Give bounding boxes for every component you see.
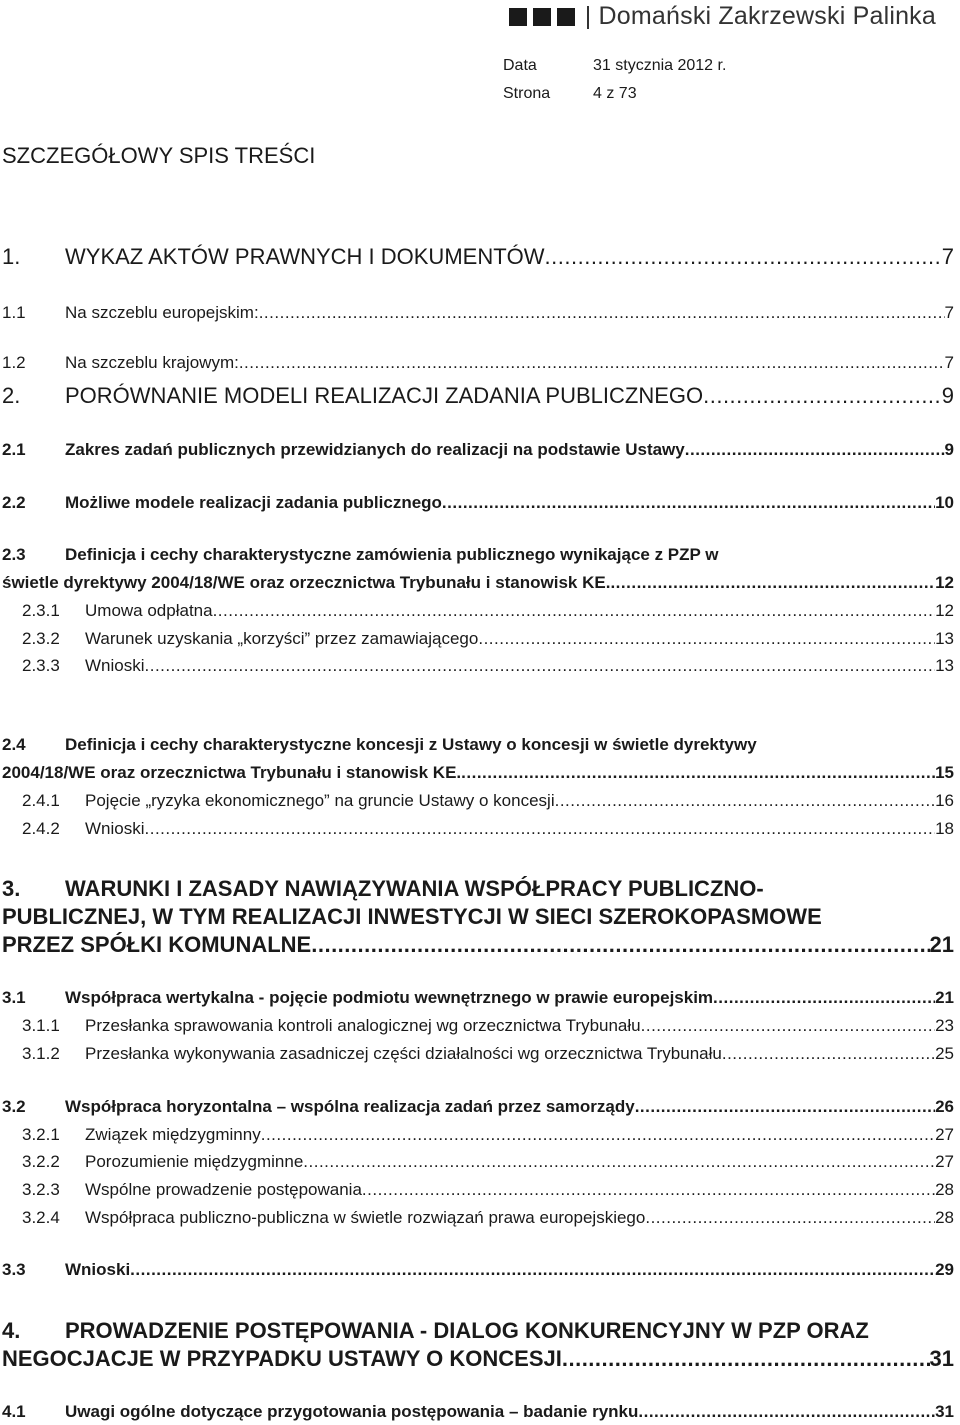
toc-page: 28 xyxy=(935,1208,954,1227)
toc-entry-3-2-4[interactable] xyxy=(22,1208,954,1228)
toc-entry-3-2-1[interactable] xyxy=(22,1125,954,1145)
toc-entry-3-1[interactable] xyxy=(2,988,954,1008)
date-value: 31 stycznia 2012 r. xyxy=(593,57,727,74)
toc-number: 2.3.3 xyxy=(22,656,60,675)
toc-leader xyxy=(145,656,936,676)
toc-leader xyxy=(645,1208,935,1228)
toc-entry-3-1-2[interactable] xyxy=(22,1044,954,1064)
toc-page: 18 xyxy=(935,819,954,838)
toc-entry-3-line1[interactable] xyxy=(2,876,764,902)
toc-entry-2-2[interactable] xyxy=(2,493,954,513)
toc-page: 7 xyxy=(941,244,954,269)
toc-number: 3.2 xyxy=(2,1097,26,1116)
toc-number: 2.4.2 xyxy=(22,819,60,838)
toc-entry-1[interactable] xyxy=(2,244,954,270)
toc-entry-1-1[interactable] xyxy=(2,303,954,323)
page-value: 4 z 73 xyxy=(593,85,637,102)
toc-number: 4.1 xyxy=(2,1402,26,1421)
toc-page: 28 xyxy=(935,1180,954,1199)
toc-title: NEGOCJACJE W PRZYPADKU USTAWY O KONCESJI xyxy=(2,1346,562,1371)
toc-title: Wspólne prowadzenie postępowania xyxy=(85,1180,362,1199)
toc-entry-4-1[interactable] xyxy=(2,1402,954,1422)
toc-number: 2.4 xyxy=(2,735,26,754)
toc-leader xyxy=(213,601,936,621)
logo-square-icon xyxy=(509,8,527,26)
toc-page: 12 xyxy=(935,573,954,592)
toc-title: Porozumienie międzygminne xyxy=(85,1152,304,1171)
toc-entry-4-line1[interactable] xyxy=(2,1318,869,1344)
toc-leader xyxy=(638,1402,935,1422)
toc-title: PROWADZENIE POSTĘPOWANIA - DIALOG KONKURENCYJNY W PZP ORAZ xyxy=(65,1318,869,1343)
toc-title: Na szczeblu krajowym: xyxy=(65,353,239,372)
toc-entry-2-4-2[interactable] xyxy=(22,819,954,839)
toc-title: Związek międzygminny xyxy=(85,1125,261,1144)
toc-title: Przesłanka wykonywania zasadniczej części działalności wg orzecznictwa Trybunału xyxy=(85,1044,722,1063)
toc-title: PRZEZ SPÓŁKI KOMUNALNE xyxy=(2,932,312,957)
toc-page: 9 xyxy=(941,383,954,408)
toc-title: Współpraca publiczno-publiczna w świetle rozwiązań prawa europejskiego xyxy=(85,1208,646,1227)
toc-leader xyxy=(362,1180,935,1200)
toc-page: 31 xyxy=(929,1346,954,1371)
toc-leader xyxy=(713,988,935,1008)
toc-entry-3-2-2[interactable] xyxy=(22,1152,954,1172)
toc-number: 1.1 xyxy=(2,303,26,322)
toc-title: WYKAZ AKTÓW PRAWNYCH I DOKUMENTÓW xyxy=(65,244,545,269)
toc-page: 9 xyxy=(944,440,954,459)
toc-number: 3.1.2 xyxy=(22,1044,60,1063)
toc-entry-3-3[interactable] xyxy=(2,1260,954,1280)
toc-title: Wnioski xyxy=(85,819,145,838)
toc-number: 3.1 xyxy=(2,988,26,1007)
toc-entry-2-3-2[interactable] xyxy=(22,629,954,649)
page-row xyxy=(503,85,637,103)
toc-leader xyxy=(259,303,945,323)
toc-leader xyxy=(610,573,935,593)
toc-title: Wnioski xyxy=(65,1260,131,1279)
toc-title: świetle dyrektywy 2004/18/WE oraz orzecznictwa Trybunału i stanowisk KE. xyxy=(2,573,611,592)
toc-leader xyxy=(545,244,942,270)
toc-leader xyxy=(442,493,935,513)
toc-page: 16 xyxy=(935,791,954,810)
logo-text: | Domański Zakrzewski Palinka xyxy=(584,2,936,30)
toc-title: PUBLICZNEJ, W TYM REALIZACJI INWESTYCJI W SIECI SZEROKOPASMOWE xyxy=(2,904,822,929)
toc-page: 7 xyxy=(944,353,954,372)
toc-number: 2.4.1 xyxy=(22,791,60,810)
toc-title: Definicja i cechy charakterystyczne zamówienia publicznego wynikające z PZP w xyxy=(65,545,719,564)
toc-heading: SZCZEGÓŁOWY SPIS TREŚCI xyxy=(2,143,316,168)
toc-entry-4-line2[interactable] xyxy=(2,1346,954,1372)
toc-leader xyxy=(478,629,935,649)
toc-entry-3-line3[interactable] xyxy=(2,932,954,958)
company-logo xyxy=(509,2,936,31)
toc-page: 21 xyxy=(929,932,954,957)
toc-number: 2. xyxy=(2,383,21,408)
toc-title: Warunek uzyskania „korzyści” przez zamawiającego xyxy=(85,629,479,648)
toc-entry-3-2[interactable] xyxy=(2,1097,954,1117)
toc-entry-2-3-line1[interactable] xyxy=(2,545,719,565)
date-label: Data xyxy=(503,57,537,74)
toc-entry-2-4-line1[interactable] xyxy=(2,735,757,755)
toc-entry-2-4-1[interactable] xyxy=(22,791,954,811)
toc-title: Współpraca horyzontalna – wspólna realizacja zadań przez samorządy xyxy=(65,1097,635,1116)
toc-entry-3-1-1[interactable] xyxy=(22,1016,954,1036)
toc-leader xyxy=(641,1016,935,1036)
toc-page: 15 xyxy=(935,763,954,782)
toc-page: 27 xyxy=(935,1152,954,1171)
toc-title: Wnioski xyxy=(85,656,145,675)
toc-page: 7 xyxy=(944,303,954,322)
toc-page: 23 xyxy=(935,1016,954,1035)
toc-entry-2-3-line2[interactable] xyxy=(2,573,954,593)
toc-title: Na szczeblu europejskim: xyxy=(65,303,259,322)
toc-number: 3. xyxy=(2,876,21,901)
toc-leader xyxy=(311,932,929,958)
toc-page: 26 xyxy=(935,1097,954,1116)
toc-leader xyxy=(239,353,945,373)
toc-title: Umowa odpłatna xyxy=(85,601,213,620)
toc-title: WARUNKI I ZASADY NAWIĄZYWANIA WSPÓŁPRACY PUBLICZNO- xyxy=(65,876,764,901)
toc-number: 1.2 xyxy=(2,353,26,372)
toc-number: 3.2.3 xyxy=(22,1180,60,1199)
toc-page: 21 xyxy=(935,988,954,1007)
toc-title: Definicja i cechy charakterystyczne koncesji z Ustawy o koncesji w świetle dyrektywy xyxy=(65,735,757,754)
toc-page: 31 xyxy=(935,1402,954,1421)
toc-page: 10 xyxy=(935,493,954,512)
toc-leader xyxy=(562,1346,930,1372)
toc-title: Pojęcie „ryzyka ekonomicznego” na gruncie Ustawy o koncesji xyxy=(85,791,555,810)
toc-leader xyxy=(722,1044,935,1064)
toc-leader xyxy=(685,440,945,460)
toc-entry-2-4-line2[interactable] xyxy=(2,763,954,783)
toc-page: 27 xyxy=(935,1125,954,1144)
toc-leader xyxy=(703,383,942,409)
toc-title: Przesłanka sprawowania kontroli analogicznej wg orzecznictwa Trybunału xyxy=(85,1016,641,1035)
toc-entry-2-3-3[interactable] xyxy=(22,656,954,676)
toc-number: 3.1.1 xyxy=(22,1016,60,1035)
toc-title: PORÓWNANIE MODELI REALIZACJI ZADANIA PUBLICZNEGO xyxy=(65,383,704,408)
toc-title: Uwagi ogólne dotyczące przygotowania postępowania – badanie rynku xyxy=(65,1402,639,1421)
toc-page: 25 xyxy=(935,1044,954,1063)
toc-number: 2.3 xyxy=(2,545,26,564)
toc-title: Zakres zadań publicznych przewidzianych do realizacji na podstawie Ustawy xyxy=(65,440,685,459)
toc-number: 2.3.2 xyxy=(22,629,60,648)
toc-number: 3.2.1 xyxy=(22,1125,60,1144)
toc-page: 29 xyxy=(935,1260,954,1279)
toc-leader xyxy=(261,1125,935,1145)
toc-leader xyxy=(303,1152,935,1172)
toc-entry-2[interactable] xyxy=(2,383,954,409)
toc-page: 12 xyxy=(935,601,954,620)
toc-leader xyxy=(130,1260,935,1280)
toc-number: 2.3.1 xyxy=(22,601,60,620)
toc-number: 4. xyxy=(2,1318,21,1343)
page-label: Strona xyxy=(503,85,551,102)
toc-title: 2004/18/WE oraz orzecznictwa Trybunału i stanowisk KE. xyxy=(2,763,462,782)
toc-entry-3-2-3[interactable] xyxy=(22,1180,954,1200)
toc-leader xyxy=(145,819,936,839)
toc-page: 13 xyxy=(935,629,954,648)
toc-entry-3-line2[interactable] xyxy=(2,904,822,930)
date-row xyxy=(503,57,726,75)
toc-entry-1-2[interactable] xyxy=(2,353,954,373)
toc-leader xyxy=(635,1097,935,1117)
toc-page: 13 xyxy=(935,656,954,675)
toc-leader xyxy=(555,791,935,811)
toc-number: 3.3 xyxy=(2,1260,26,1279)
toc-entry-2-3-1[interactable] xyxy=(22,601,954,621)
toc-number: 2.1 xyxy=(2,440,26,459)
toc-number: 2.2 xyxy=(2,493,26,512)
logo-square-icon xyxy=(533,8,551,26)
toc-entry-2-1[interactable] xyxy=(2,440,954,460)
toc-title: Możliwe modele realizacji zadania publicznego xyxy=(65,493,442,512)
toc-number: 1. xyxy=(2,244,21,269)
toc-number: 3.2.4 xyxy=(22,1208,60,1227)
toc-leader xyxy=(461,763,935,783)
toc-title: Współpraca wertykalna - pojęcie podmiotu wewnętrznego w prawie europejskim xyxy=(65,988,714,1007)
toc-number: 3.2.2 xyxy=(22,1152,60,1171)
logo-square-icon xyxy=(557,8,575,26)
